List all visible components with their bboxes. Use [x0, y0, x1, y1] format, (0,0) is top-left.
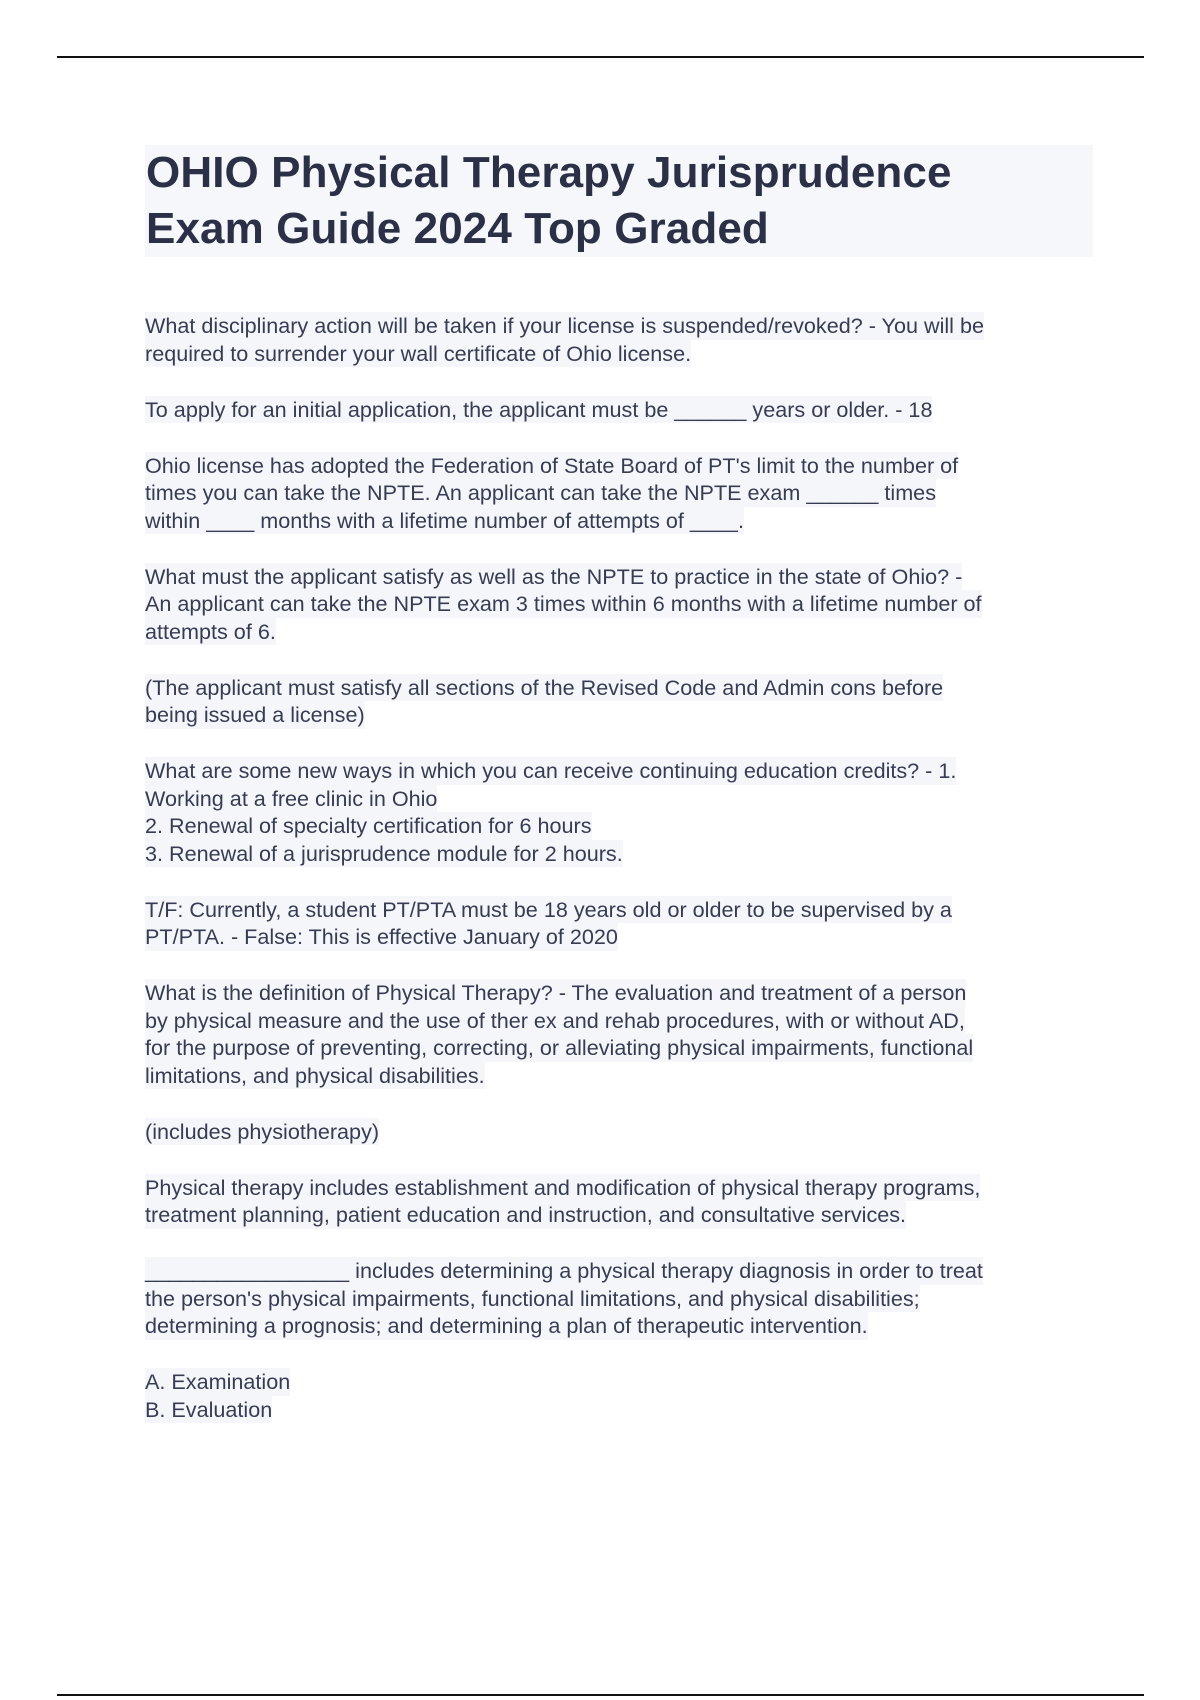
- text-line: What must the applicant satisfy as well as the NPTE to practice in the state of Ohio? -: [145, 563, 963, 589]
- text-line: for the purpose of preventing, correcting, or alleviating physical impairments, functional: [145, 1035, 974, 1060]
- qa-paragraph: [145, 1257, 1100, 1340]
- text-line: (includes physiotherapy): [145, 1118, 380, 1144]
- document-body: [145, 312, 1100, 1452]
- text-line: required to surrender your wall certificate of Ohio license.: [145, 340, 692, 366]
- text-line: determining a prognosis; and determining a plan of therapeutic intervention.: [145, 1313, 868, 1338]
- text-line: What are some new ways in which you can receive continuing education credits? - 1.: [145, 758, 957, 783]
- text-line: the person's physical impairments, functional limitations, and physical disabilities;: [145, 1285, 920, 1311]
- title-block: [145, 145, 1093, 257]
- text-line: 3. Renewal of a jurisprudence module for 2 hours.: [145, 840, 623, 866]
- document-title: [145, 145, 1093, 257]
- text-line: treatment planning, patient education and instruction, and consultative services.: [145, 1202, 907, 1227]
- qa-paragraph: [145, 757, 1100, 867]
- qa-paragraph: [145, 674, 1100, 729]
- qa-paragraph: [145, 979, 1100, 1089]
- text-line: within ____ months with a lifetime number of attempts of ____.: [145, 507, 744, 533]
- text-line: T/F: Currently, a student PT/PTA must be 18 years old or older to be supervised by a: [145, 896, 952, 922]
- text-line: 2. Renewal of specialty certification for 6 hours: [145, 813, 592, 838]
- text-line: (The applicant must satisfy all sections of the Revised Code and Admin cons before: [145, 674, 944, 700]
- text-line: limitations, and physical disabilities.: [145, 1062, 485, 1088]
- qa-paragraph: [145, 312, 1100, 367]
- qa-paragraph: [145, 396, 1100, 424]
- text-line: What is the definition of Physical Therapy? - The evaluation and treatment of a person: [145, 980, 967, 1005]
- bottom-divider: [57, 1694, 1144, 1696]
- text-line: PT/PTA. - False: This is effective January of 2020: [145, 924, 618, 949]
- text-line: B. Evaluation: [145, 1396, 273, 1422]
- qa-paragraph: [145, 452, 1100, 535]
- top-divider: [57, 56, 1144, 58]
- text-line: To apply for an initial application, the applicant must be ______ years or older. - 18: [145, 396, 933, 422]
- title-line: OHIO Physical Therapy Jurisprudence: [146, 148, 952, 197]
- qa-paragraph: [145, 1368, 1100, 1423]
- qa-paragraph: [145, 1118, 1100, 1146]
- text-line: What disciplinary action will be taken if your license is suspended/revoked? - You will be: [145, 313, 985, 338]
- text-line: Working at a free clinic in Ohio: [145, 785, 438, 811]
- text-line: Ohio license has adopted the Federation of State Board of PT's limit to the number of: [145, 452, 959, 478]
- text-line: attempts of 6.: [145, 618, 276, 644]
- qa-paragraph: [145, 896, 1100, 951]
- qa-paragraph: [145, 1174, 1100, 1229]
- text-line: by physical measure and the use of ther ex and rehab procedures, with or without AD,: [145, 1007, 965, 1033]
- qa-paragraph: [145, 563, 1100, 646]
- text-line: _________________ includes determining a physical therapy diagnosis in order to treat: [145, 1258, 983, 1283]
- text-line: A. Examination: [145, 1369, 291, 1394]
- text-line: times you can take the NPTE. An applicant can take the NPTE exam ______ times: [145, 480, 936, 505]
- text-line: An applicant can take the NPTE exam 3 times within 6 months with a lifetime number of: [145, 591, 982, 616]
- text-line: Physical therapy includes establishment and modification of physical therapy programs,: [145, 1174, 981, 1200]
- title-line: Exam Guide 2024 Top Graded: [146, 204, 769, 253]
- text-line: being issued a license): [145, 702, 365, 727]
